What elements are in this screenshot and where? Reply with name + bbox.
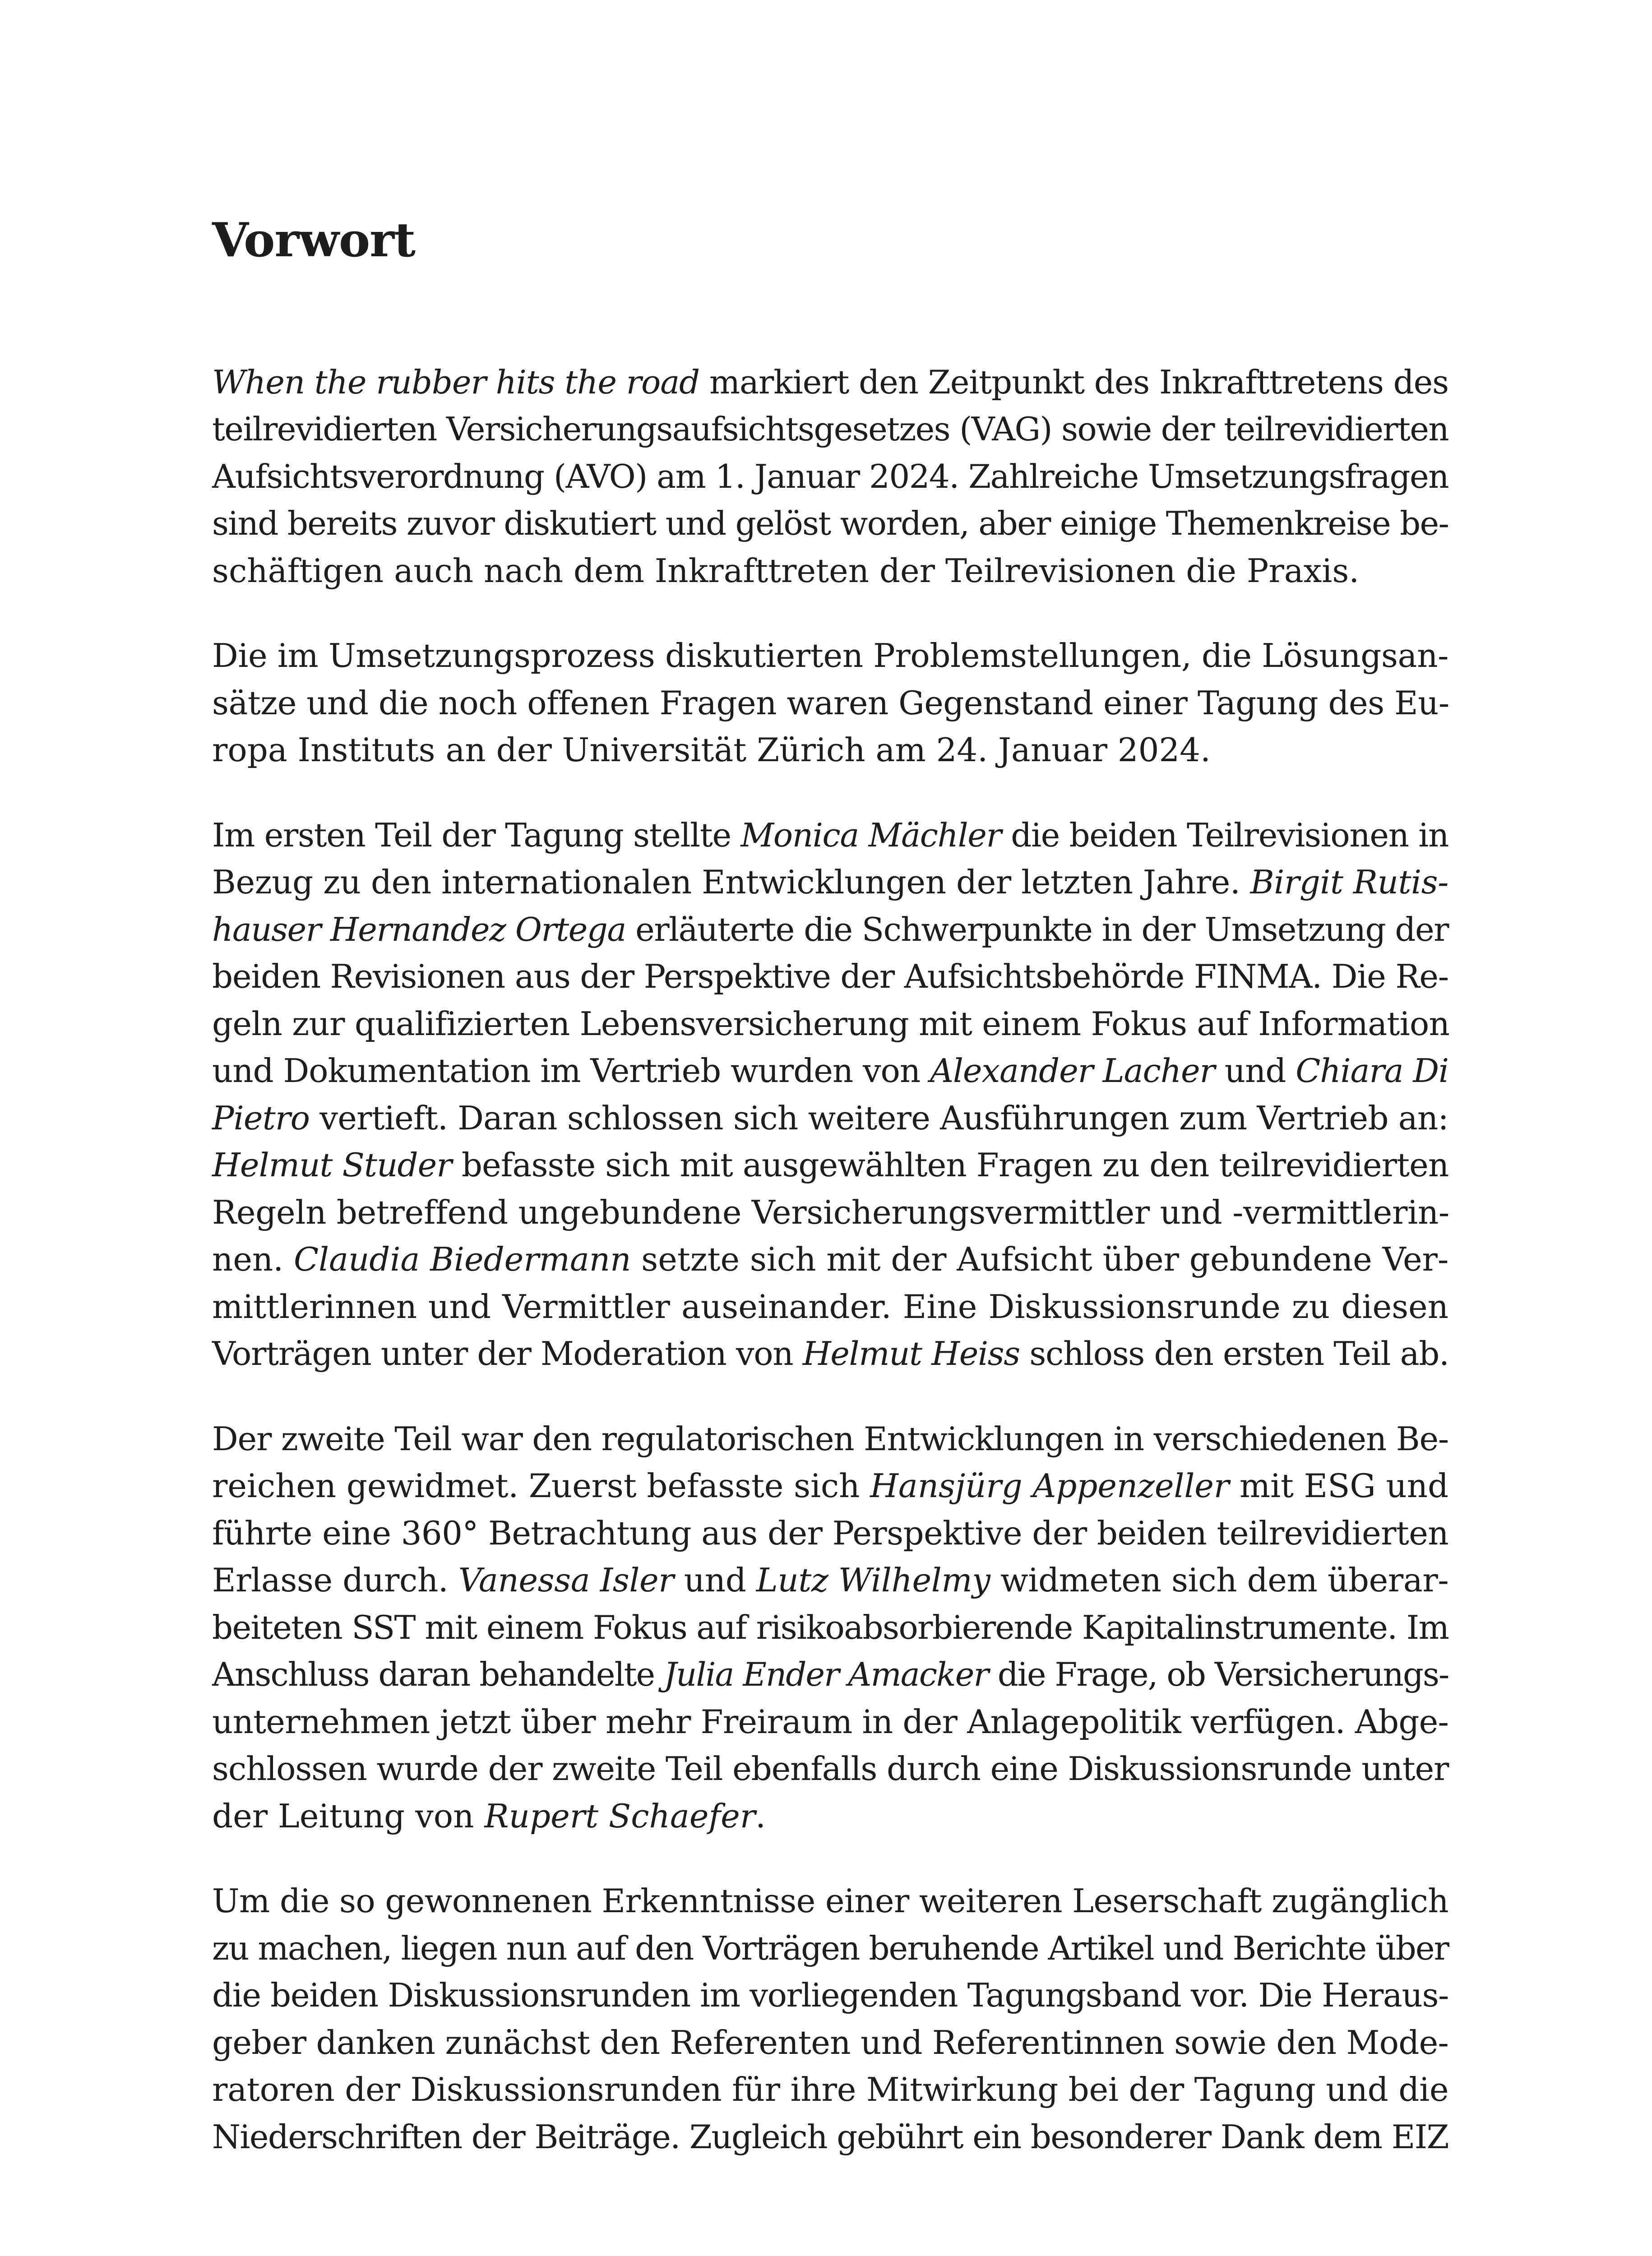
text-line xyxy=(212,1793,1448,1840)
text-run: Die im Umsetzungsprozess diskutierten Problemstellungen, die Lösungsan- xyxy=(212,637,1449,675)
page-content xyxy=(212,212,1448,2160)
text-line xyxy=(212,859,1448,906)
italic-name: Alexander Lacher xyxy=(930,1052,1215,1090)
text-line xyxy=(212,2019,1448,2066)
text-run: die beiden Teilrevisionen in xyxy=(1001,816,1449,854)
text-line xyxy=(212,1142,1448,1189)
text-run: und xyxy=(1214,1052,1296,1090)
text-run: zu machen, liegen nun auf den Vorträgen beruhende Artikel und Berichte über xyxy=(212,1929,1448,1967)
text-run: setzte sich mit der Aufsicht über gebundene Ver- xyxy=(631,1240,1449,1279)
text-run: markiert den Zeitpunkt des Inkrafttretens des xyxy=(699,363,1448,401)
text-run: sind bereits zuvor diskutiert und gelöst worden, aber einige Themenkreise be- xyxy=(212,504,1449,543)
text-line xyxy=(212,632,1448,680)
text-line xyxy=(212,1510,1448,1557)
text-run: Bezug zu den internationalen Entwicklungen der letzten Jahre. xyxy=(212,863,1250,901)
text-run: führte eine 360° Betrachtung aus der Perspektive der beiden teilrevidierten xyxy=(212,1514,1449,1552)
text-line xyxy=(212,1330,1448,1378)
text-line xyxy=(212,1462,1448,1510)
text-run: ratoren der Diskussionsrunden für ihre Mitwirkung bei der Tagung und die xyxy=(212,2071,1449,2109)
italic-name: Monica Mächler xyxy=(740,816,1001,854)
text-line xyxy=(212,812,1448,859)
text-run: und Dokumentation im Vertrieb wurden von xyxy=(212,1052,930,1090)
text-line xyxy=(212,547,1448,595)
italic-name: Hansjürg Appenzeller xyxy=(870,1467,1230,1505)
text-line xyxy=(212,1698,1448,1746)
text-line xyxy=(212,500,1448,547)
text-run: unternehmen jetzt über mehr Freiraum in der Anlagepolitik verfügen. Abge- xyxy=(212,1702,1448,1741)
text-line xyxy=(212,906,1448,953)
italic-name: Pietro xyxy=(212,1099,310,1137)
text-line xyxy=(212,1236,1448,1283)
text-line xyxy=(212,1925,1448,1972)
italic-name: Rupert Schaefer xyxy=(484,1797,756,1835)
italic-name: Chiara Di xyxy=(1296,1052,1448,1090)
italic-name: Helmut Studer xyxy=(212,1146,452,1184)
text-line xyxy=(212,1604,1448,1651)
text-run: die Frage, ob Versicherungs- xyxy=(988,1655,1449,1694)
text-run: Anschluss daran behandelte xyxy=(212,1655,664,1694)
text-line xyxy=(212,1415,1448,1463)
text-run: Der zweite Teil war den regulatorischen Entwicklungen in verschiedenen Be- xyxy=(212,1419,1449,1458)
text-run: Um die so gewonnenen Erkenntnisse einer weiteren Leserschaft zugänglich xyxy=(212,1882,1448,1920)
text-run: der Leitung von xyxy=(212,1797,485,1835)
text-run: Aufsichtsverordnung (AVO) am 1. Januar 2024. Zahlreiche Umsetzungsfragen xyxy=(212,457,1448,495)
text-line xyxy=(212,406,1448,453)
text-run: widmeten sich dem überar- xyxy=(990,1561,1449,1600)
text-line xyxy=(212,1877,1448,1925)
text-run: vertieft. Daran schlossen sich weitere Ausführungen zum Vertrieb an: xyxy=(310,1099,1448,1137)
italic-name: Lutz Wilhelmy xyxy=(756,1561,990,1600)
paragraph xyxy=(212,359,1448,595)
italic-name: hauser Hernandez Ortega xyxy=(212,910,626,948)
text-run: beiteten SST mit einem Fokus auf risikoabsorbierende Kapitalinstrumente. Im xyxy=(212,1608,1449,1646)
italic-name: Julia Ender Amacker xyxy=(664,1655,988,1694)
paragraph xyxy=(212,1415,1448,1840)
page-title: Vorwort xyxy=(212,212,416,268)
text-run: schloss den ersten Teil ab. xyxy=(1019,1335,1449,1373)
paragraph xyxy=(212,632,1448,774)
italic-name: Birgit Rutis- xyxy=(1250,863,1448,901)
text-run: beiden Revisionen aus der Perspektive der Aufsichtsbehörde FINMA. Die Re- xyxy=(212,957,1448,996)
text-run: Niederschriften der Beiträge. Zugleich gebührt ein besonderer Dank dem EIZ xyxy=(212,2117,1448,2156)
text-line xyxy=(212,2113,1448,2161)
text-line xyxy=(212,1095,1448,1142)
text-run: Regeln betreffend ungebundene Versicherungsvermittler und -vermittlerin- xyxy=(212,1193,1449,1231)
italic-name: When the rubber hits the road xyxy=(212,363,700,401)
text-line xyxy=(212,1651,1448,1698)
text-run: ropa Instituts an der Universität Zürich am 24. Januar 2024. xyxy=(212,731,1211,769)
text-line xyxy=(212,1189,1448,1236)
text-line xyxy=(212,680,1448,727)
body-text xyxy=(212,359,1448,2161)
text-run: geber danken zunächst den Referenten und Referentinnen sowie den Mode- xyxy=(212,2023,1449,2062)
text-run: reichen gewidmet. Zuerst befasste sich xyxy=(212,1467,870,1505)
text-line xyxy=(212,359,1448,406)
text-run: befasste sich mit ausgewählten Fragen zu den teilrevidierten xyxy=(451,1146,1449,1184)
text-line xyxy=(212,1047,1448,1095)
text-line xyxy=(212,1745,1448,1793)
text-line xyxy=(212,2066,1448,2113)
text-line xyxy=(212,453,1448,500)
italic-name: Helmut Heiss xyxy=(802,1335,1020,1373)
text-run: und xyxy=(674,1561,756,1600)
text-run: nen. xyxy=(212,1240,294,1279)
italic-name: Claudia Biedermann xyxy=(294,1240,631,1279)
italic-name: Vanessa Isler xyxy=(458,1561,674,1600)
text-run: . xyxy=(755,1797,766,1835)
text-run: Vorträgen unter der Moderation von xyxy=(212,1335,803,1373)
text-run: sätze und die noch offenen Fragen waren Gegenstand einer Tagung des Eu- xyxy=(212,684,1449,722)
text-line xyxy=(212,726,1448,774)
text-run: erläuterte die Schwerpunkte in der Umsetzung der xyxy=(625,910,1448,948)
text-line xyxy=(212,1283,1448,1331)
text-run: schlossen wurde der zweite Teil ebenfalls durch eine Diskussionsrunde unter xyxy=(212,1750,1449,1788)
text-run: geln zur qualifizierten Lebensversicherung mit einem Fokus auf Information xyxy=(212,1004,1450,1043)
text-run: die beiden Diskussionsrunden im vorliegenden Tagungsband vor. Die Heraus- xyxy=(212,1976,1448,2015)
paragraph xyxy=(212,1877,1448,2160)
text-run: mit ESG und xyxy=(1229,1467,1449,1505)
paragraph xyxy=(212,812,1448,1378)
text-line xyxy=(212,953,1448,1000)
text-run: schäftigen auch nach dem Inkrafttreten der Teilrevisionen die Praxis. xyxy=(212,551,1360,590)
text-line xyxy=(212,1972,1448,2019)
text-run: Erlasse durch. xyxy=(212,1561,458,1600)
text-line xyxy=(212,1000,1448,1048)
text-run: teilrevidierten Versicherungsaufsichtsgesetzes (VAG) sowie der teilrevidierten xyxy=(212,410,1448,448)
text-run: Im ersten Teil der Tagung stellte xyxy=(212,816,741,854)
text-run: mittlerinnen und Vermittler auseinander. Eine Diskussionsrunde zu diesen xyxy=(212,1287,1448,1326)
text-line xyxy=(212,1557,1448,1604)
